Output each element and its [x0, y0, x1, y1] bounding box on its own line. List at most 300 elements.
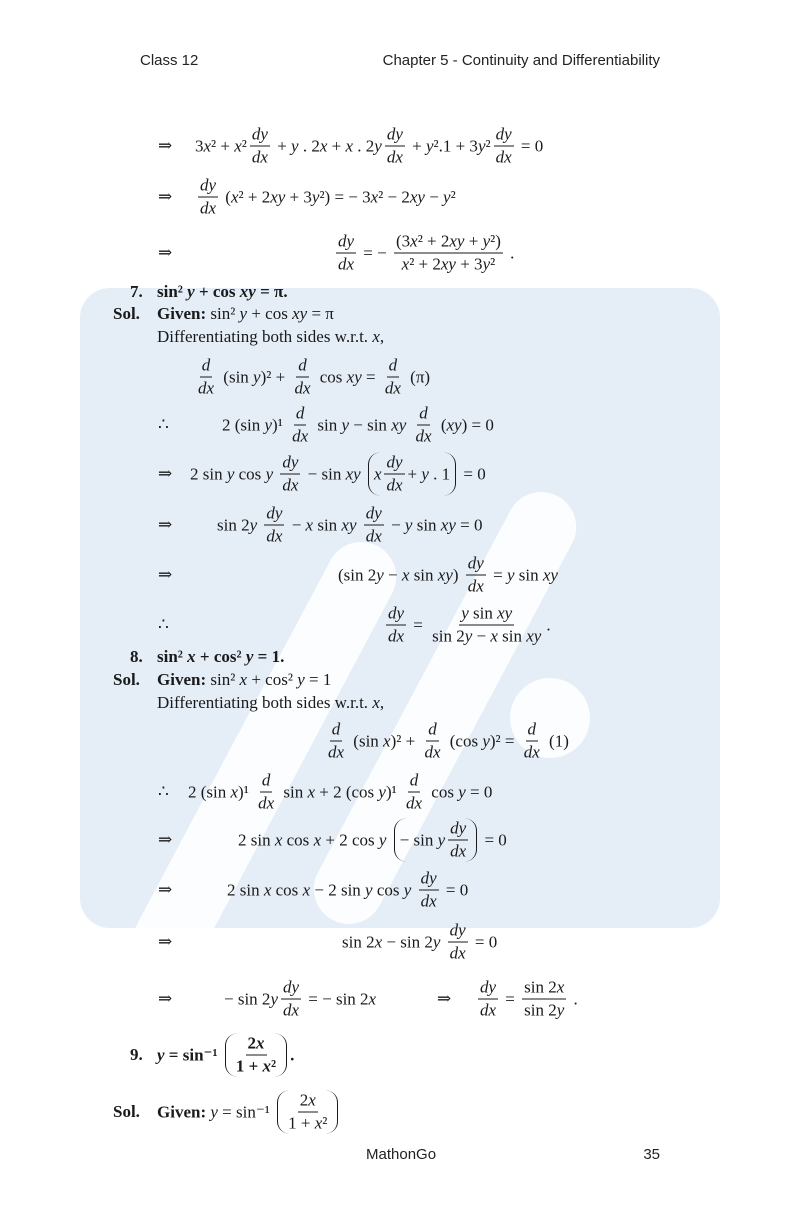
math-text: = 0 — [441, 880, 469, 899]
math-variable: xy — [437, 565, 453, 584]
numerator — [296, 356, 309, 378]
numerator — [260, 771, 273, 793]
fraction — [478, 978, 498, 1021]
math-variable: y — [374, 136, 382, 155]
math-variable: y — [461, 603, 469, 623]
math-text: + 2 (cos — [315, 782, 379, 801]
math-variable: y — [403, 880, 412, 899]
numerator — [336, 232, 356, 254]
math-variable: dx — [467, 576, 484, 596]
parenthesized-group — [394, 819, 478, 862]
math-variable: y — [249, 515, 258, 534]
math-variable: x — [401, 565, 410, 584]
math-variable: xy — [391, 415, 407, 434]
fraction — [384, 453, 404, 496]
math-variable: dy — [495, 124, 512, 144]
math-variable: dx — [405, 793, 423, 813]
equation-line-part — [342, 921, 497, 964]
math-variable: y — [297, 670, 305, 689]
equation-line-part — [437, 989, 451, 1009]
math-variable: d — [419, 403, 428, 423]
math-text: ².1 + 3 — [433, 136, 478, 155]
math-text: − 2 sin — [310, 880, 366, 899]
math-text: sin 2 — [524, 977, 557, 997]
math-variable: dy — [450, 818, 467, 838]
math-variable: dx — [415, 426, 432, 446]
math-text: + — [272, 136, 292, 155]
math-text: = 0 — [459, 464, 486, 483]
math-text: = 0 — [465, 782, 493, 801]
math-text: (π) — [405, 367, 431, 386]
math-variable: x — [345, 136, 354, 155]
fraction — [281, 978, 301, 1021]
math-text: sin — [313, 515, 342, 534]
math-variable: dy — [282, 977, 300, 997]
math-variable: x — [370, 187, 379, 206]
math-text: 2 (sin — [222, 415, 265, 434]
denominator — [383, 378, 403, 399]
math-variable: y — [437, 830, 446, 849]
fraction — [292, 356, 312, 399]
math-text: − — [383, 565, 402, 584]
math-variable: dx — [424, 742, 441, 762]
equation-line-part — [158, 464, 172, 484]
bold-text: y — [187, 282, 195, 301]
fraction — [290, 404, 310, 447]
math-text: cos — [282, 830, 314, 849]
bold-text: x — [262, 1056, 272, 1076]
math-text — [411, 880, 415, 900]
math-text: ⇒ — [158, 932, 173, 951]
math-text: ² — [241, 136, 247, 155]
math-variable: dx — [258, 793, 275, 813]
math-variable: xy — [449, 231, 465, 251]
math-text: ² − 2 — [378, 187, 410, 206]
math-text: sin 2 — [217, 515, 250, 534]
math-text: = − sin 2 — [304, 989, 369, 1008]
fraction — [419, 869, 439, 912]
math-variable: xy — [345, 464, 361, 483]
equation-line-part — [383, 604, 551, 647]
equation-line-part — [130, 647, 143, 667]
equation-line-part — [158, 243, 172, 263]
math-text: ² + 2 — [417, 231, 450, 251]
math-text: sin 2 — [342, 932, 375, 951]
fraction — [404, 771, 424, 814]
denominator — [400, 254, 498, 275]
fraction — [326, 720, 346, 763]
equation-line-part — [113, 1102, 140, 1122]
math-text: ⇒ — [158, 565, 173, 584]
denominator — [336, 254, 356, 275]
math-text: ² + 2 — [409, 254, 441, 274]
fraction — [364, 504, 384, 547]
fraction — [494, 125, 514, 168]
math-variable: dx — [200, 198, 217, 218]
math-text: (cos — [445, 731, 483, 750]
equation-line-part — [238, 819, 507, 862]
math-variable: d — [527, 719, 536, 739]
bold-text: Given: — [157, 670, 207, 689]
parenthesized-group — [368, 453, 456, 496]
fraction — [286, 1091, 329, 1134]
math-variable: dy — [251, 124, 268, 144]
numerator — [466, 554, 486, 576]
math-variable: xy — [346, 367, 362, 386]
math-variable: x — [401, 254, 410, 274]
math-text: = 1 — [304, 670, 332, 689]
equation-line-part — [158, 989, 172, 1009]
denominator — [385, 147, 405, 168]
numerator — [264, 504, 284, 526]
math-variable: x — [383, 731, 391, 750]
math-text: ) — [452, 565, 463, 584]
equation-line-part — [157, 647, 284, 667]
math-text — [406, 415, 410, 435]
fraction — [448, 921, 468, 964]
equation-line-part — [195, 176, 456, 219]
fraction — [250, 125, 270, 168]
math-variable: y — [458, 782, 466, 801]
numerator — [419, 869, 439, 891]
math-text: − sin — [349, 415, 392, 434]
math-text: ² + 2 — [238, 187, 271, 206]
denominator — [466, 576, 486, 597]
numerator — [364, 504, 384, 526]
math-variable: dx — [386, 147, 403, 167]
math-variable: y — [264, 415, 273, 434]
math-variable: dx — [365, 526, 382, 546]
math-text: Differentiating both sides w.r.t. — [157, 327, 373, 346]
equation-line-part — [130, 1045, 143, 1065]
fraction — [280, 453, 300, 496]
math-text: (sin — [219, 367, 254, 386]
math-text: 2 sin — [227, 880, 264, 899]
fraction — [198, 176, 218, 219]
math-text: (1) — [544, 731, 569, 750]
math-variable: xy — [542, 565, 558, 584]
math-text: ⇒ — [437, 989, 452, 1008]
math-variable: dx — [480, 1000, 497, 1020]
math-variable: d — [331, 719, 341, 739]
math-variable: x — [230, 187, 239, 206]
math-variable: x — [372, 693, 380, 712]
numerator — [417, 404, 430, 426]
math-variable: d — [409, 770, 419, 790]
equation-line-part — [157, 1091, 341, 1134]
math-variable: d — [388, 355, 398, 375]
math-variable: dx — [523, 742, 540, 762]
math-variable: x — [307, 782, 315, 801]
math-text: sin² — [206, 670, 240, 689]
math-variable: dx — [495, 147, 512, 167]
math-variable: dx — [328, 742, 345, 762]
math-text: ⇒ — [158, 830, 173, 849]
bold-text: 8. — [130, 647, 143, 666]
math-text: + — [407, 136, 426, 155]
math-variable: y — [311, 187, 320, 206]
equation-line-part — [323, 720, 569, 763]
equation-line-part — [158, 932, 172, 952]
bold-text: 9. — [130, 1045, 143, 1064]
math-variable: dx — [449, 943, 466, 963]
math-variable: x — [368, 989, 377, 1008]
math-variable: xy — [292, 304, 308, 323]
numerator — [198, 176, 218, 198]
math-text: ²) — [490, 231, 501, 251]
numerator — [250, 125, 270, 147]
math-variable: dx — [384, 378, 401, 398]
math-variable: xy — [409, 187, 425, 206]
math-variable: dy — [282, 452, 299, 472]
fraction — [466, 554, 486, 597]
denominator — [292, 378, 312, 399]
fraction — [522, 720, 542, 763]
fraction — [383, 356, 403, 399]
math-text: . — [546, 615, 551, 634]
math-variable: x — [556, 977, 565, 997]
math-text: cos — [234, 464, 266, 483]
fraction — [264, 504, 284, 547]
bold-text: Given: — [157, 304, 207, 323]
bold-text: 2 — [247, 1033, 256, 1053]
math-variable: dx — [420, 891, 437, 911]
equation-line-part — [338, 554, 558, 597]
math-variable: d — [261, 770, 271, 790]
math-text: ⇒ — [158, 880, 173, 899]
math-variable: d — [295, 403, 305, 423]
fraction — [256, 771, 276, 814]
numerator — [385, 125, 405, 147]
math-variable: y — [239, 304, 248, 323]
math-text: ⇒ — [158, 989, 173, 1008]
footer-brand: MathonGo — [366, 1146, 437, 1163]
math-variable: x — [319, 136, 328, 155]
math-text: = − — [359, 243, 391, 262]
math-variable: x — [274, 830, 283, 849]
denominator — [281, 1000, 301, 1021]
numerator — [522, 978, 566, 1000]
math-text: = — [501, 989, 520, 1008]
math-text: + — [407, 464, 422, 483]
numerator — [386, 604, 406, 626]
math-text: sin 2 — [432, 626, 465, 646]
math-text: + — [327, 136, 346, 155]
math-variable: y — [425, 136, 434, 155]
numerator — [281, 978, 301, 1000]
denominator — [522, 1000, 566, 1021]
math-text: = 0 — [480, 830, 507, 849]
denominator — [286, 1113, 329, 1134]
math-text: 1 + — [288, 1113, 315, 1133]
bold-text: + cos — [194, 282, 240, 301]
math-variable: x — [374, 932, 383, 951]
bold-text: x — [187, 647, 196, 666]
math-text: (3 — [395, 231, 411, 251]
math-variable: y — [506, 565, 515, 584]
parenthesized-group — [277, 1091, 338, 1134]
denominator — [430, 626, 543, 647]
math-text: ⇒ — [158, 464, 173, 483]
math-variable: x — [372, 327, 380, 346]
equation-line-part — [158, 136, 172, 156]
math-text: ² — [490, 254, 496, 274]
math-variable: x — [302, 880, 311, 899]
numerator — [387, 356, 400, 378]
math-text — [273, 464, 277, 484]
equation-line-part — [190, 453, 486, 496]
numerator — [408, 771, 421, 793]
bold-text: 1 + — [235, 1056, 263, 1076]
bold-text: sin² — [157, 282, 188, 301]
bold-text: + cos² — [195, 647, 246, 666]
math-variable: x — [410, 231, 418, 251]
math-variable: y — [253, 367, 261, 386]
math-variable: xy — [440, 515, 456, 534]
bold-text: Sol. — [113, 304, 140, 323]
fraction — [196, 356, 216, 399]
denominator — [280, 475, 300, 496]
math-variable: dy — [480, 977, 497, 997]
math-text: ⇒ — [158, 243, 173, 262]
numerator — [384, 453, 404, 475]
denominator — [419, 891, 439, 912]
math-text: 2 (sin — [188, 782, 231, 801]
denominator — [326, 742, 346, 763]
bold-text: Sol. — [113, 670, 140, 689]
equation-line-part — [222, 404, 494, 447]
parenthesized-group — [225, 1034, 287, 1077]
equation-line-part — [158, 565, 172, 585]
math-text: , — [379, 327, 385, 346]
denominator — [404, 793, 424, 814]
math-text: (sin — [349, 731, 384, 750]
equation-line-part — [195, 125, 543, 168]
math-variable: y — [464, 626, 473, 646]
numerator — [478, 978, 498, 1000]
math-variable: dy — [386, 124, 403, 144]
math-variable: dy — [420, 868, 437, 888]
equation-line-part — [158, 615, 169, 635]
fraction — [394, 232, 503, 275]
denominator — [264, 526, 284, 547]
math-variable: y — [556, 1000, 565, 1020]
math-text: + cos² — [247, 670, 298, 689]
math-text: )¹ — [385, 782, 401, 801]
math-variable: y — [365, 880, 373, 899]
bold-text: . — [290, 1045, 295, 1064]
fraction — [414, 404, 434, 447]
denominator — [422, 742, 442, 763]
math-text: + 3 — [455, 254, 483, 274]
equation-line-part — [158, 515, 172, 535]
math-text: ( — [436, 415, 447, 434]
denominator — [290, 426, 310, 447]
math-text: sin² — [206, 304, 240, 323]
page-number: 35 — [643, 1146, 660, 1163]
math-text: ² — [450, 187, 456, 206]
numerator — [494, 125, 514, 147]
bold-text: = π. — [255, 282, 288, 301]
bold-text: Given: — [157, 1102, 207, 1121]
numerator — [459, 604, 514, 626]
fraction — [522, 978, 566, 1021]
math-text: − sin — [303, 464, 346, 483]
numerator — [246, 1034, 267, 1056]
math-text: ∴ — [158, 782, 169, 801]
equation-line-part — [157, 1034, 294, 1077]
math-variable: y — [432, 932, 441, 951]
equation-line-part — [188, 771, 492, 814]
math-variable: y — [421, 464, 429, 483]
math-variable: xy — [440, 254, 456, 274]
denominator — [256, 793, 276, 814]
math-variable: dx — [266, 526, 283, 546]
equation-line-part — [475, 978, 578, 1021]
math-text: = π — [307, 304, 334, 323]
math-variable: y — [482, 731, 490, 750]
math-variable: y — [341, 415, 349, 434]
numerator — [448, 921, 468, 943]
bold-text: xy — [239, 282, 256, 301]
fraction — [430, 604, 543, 647]
denominator — [198, 198, 218, 219]
math-text: ² — [485, 136, 491, 155]
numerator — [526, 720, 539, 742]
denominator — [250, 147, 270, 168]
equation-line-part — [157, 304, 334, 324]
math-variable: dy — [200, 175, 217, 195]
math-text: = — [361, 367, 380, 386]
equation-line-part — [333, 232, 514, 275]
math-text: (sin 2 — [338, 565, 377, 584]
math-text: 2 sin — [238, 830, 275, 849]
equation-line-part — [157, 282, 288, 302]
math-text: sin — [409, 565, 438, 584]
math-text: . 2 — [298, 136, 320, 155]
math-variable: y — [482, 231, 491, 251]
math-text: 2 sin — [190, 464, 227, 483]
math-text: + 2 cos — [321, 830, 379, 849]
bold-text: 7. — [130, 282, 143, 301]
math-text: ( — [221, 187, 231, 206]
numerator — [280, 453, 300, 475]
math-text: ⇒ — [158, 515, 173, 534]
bold-text: = 1. — [253, 647, 285, 666]
math-text: sin — [514, 565, 543, 584]
math-variable: y — [270, 989, 278, 1008]
math-text: = sin⁻¹ — [217, 1102, 275, 1121]
numerator — [298, 1091, 318, 1113]
math-text — [361, 464, 365, 484]
header-class: Class 12 — [140, 52, 199, 69]
math-variable: dx — [294, 378, 311, 398]
math-text: − — [472, 626, 491, 646]
denominator — [494, 147, 514, 168]
equation-line-part — [158, 415, 169, 435]
math-variable: y — [210, 1102, 218, 1121]
math-text: . — [505, 243, 515, 262]
math-variable: xy — [341, 515, 357, 534]
math-variable: y — [482, 254, 491, 274]
math-text: ⇒ — [158, 187, 173, 206]
math-text: ² + — [211, 136, 235, 155]
math-text: . 2 — [353, 136, 375, 155]
math-variable: dx — [386, 475, 403, 495]
equation-line-part — [130, 282, 143, 302]
math-variable: x — [313, 830, 322, 849]
math-text: sin — [468, 603, 498, 623]
